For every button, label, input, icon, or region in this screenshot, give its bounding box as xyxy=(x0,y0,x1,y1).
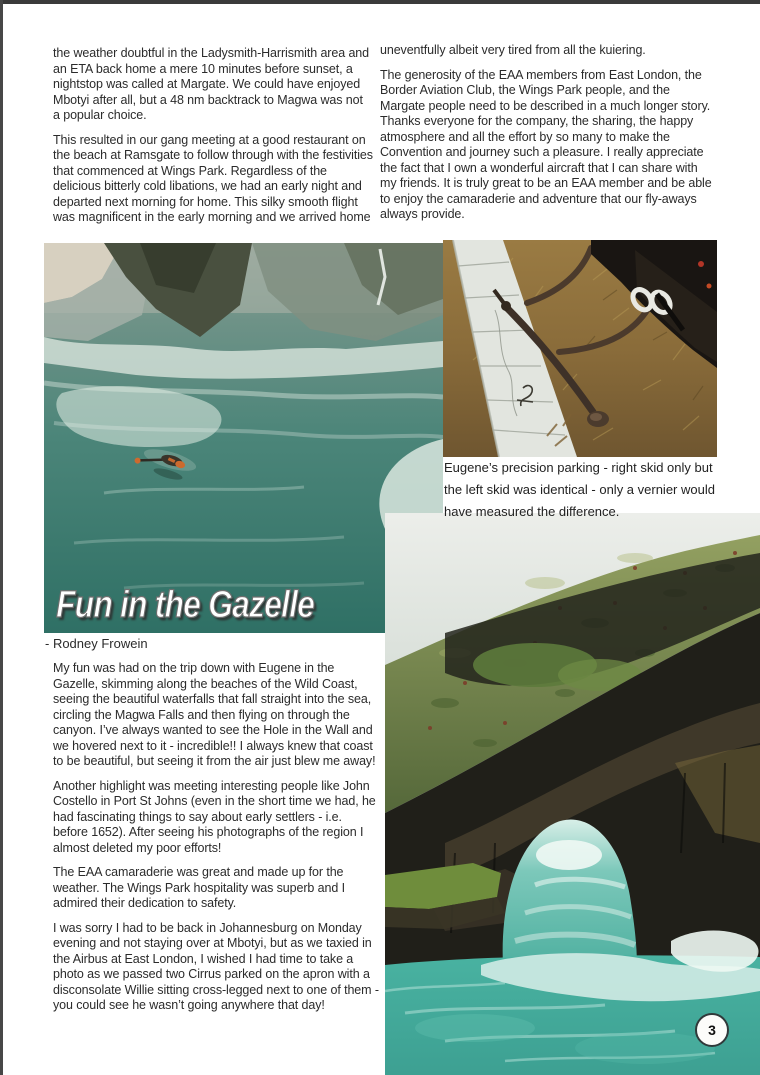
paragraph: Another highlight was meeting interesting people like John Costello in Port St Johns (even in the short time we had, he had fascinating things to say about early settlers - i.e. before 1652). After seeing his photographs of the region I almost deleted my poor efforts! xyxy=(53,778,376,855)
page-number-badge: 3 xyxy=(695,1013,729,1047)
paragraph: This resulted in our gang meeting at a good restaurant on the beach at Ramsgate to follow through with the festivities that commenced at Wings Park. Regardless of the delicious bitterly cold libations, we had an early night and departed next morning for home. This silky smooth flight was magnificent in the early morning and we arrived home xyxy=(53,132,373,224)
article-byline: - Rodney Frowein xyxy=(45,636,148,651)
paragraph: the weather doubtful in the Ladysmith-Harrismith area and an ETA back home a mere 10 minutes before sunset, a nightstop was called at Margate. We could have enjoyed Mbotyi after all, but a 48 nm backtrack to Magwa was not a popular choice. xyxy=(53,46,369,122)
paragraph: My fun was had on the trip down with Eugene in the Gazelle, skimming along the beaches of the Wild Coast, seeing the beautiful waterfalls that fall straight into the sea, circling the Magwa Falls and then flying on through the canyon. I’ve always wanted to see the Hole in the Wall and we hovered next to it - incredible!! I always knew that coast to be beautiful, but seeing it from the air just blew me away! xyxy=(53,661,376,768)
article-title: Fun in the Gazelle xyxy=(56,584,315,626)
hole-in-the-wall-photo xyxy=(385,513,760,1075)
article-body xyxy=(53,661,379,1014)
aerial-helicopter-photo xyxy=(44,243,443,633)
paragraph: The generosity of the EAA members from East London, the Border Aviation Club, the Wings Park people, and the Margate people need to be described in a much longer story. Thanks everyone for the company, the sharing, the happy atmosphere and all the effort by so many to make the Convention and journey such a pleasure. I really appreciate the fact that I own a wonderful aircraft that I can share with my friends. It is truly great to be an EAA member and be able to enjoy the camaraderie and adventure that our fly-aways always provide. xyxy=(380,67,712,221)
intro-left-column xyxy=(53,46,373,226)
paragraph: The EAA camaraderie was great and made up for the weather. The Wings Park hospitality was superb and I admired their dedication to safety. xyxy=(53,865,345,910)
paragraph: I was sorry I had to be back in Johannesburg on Monday evening and not staying over at Mbotyi, but as we taxied in the Airbus at East London, I wished I had time to take a photo as we passed two Cirrus parked on the apron with a disconsolate Willie sitting cross-legged next to one of them - you could see he wasn’t going anywhere that day! xyxy=(53,920,379,1012)
page-top-border xyxy=(0,0,760,4)
page-left-border xyxy=(0,0,3,1075)
intro-right-column xyxy=(380,43,716,223)
parking-photo-caption: Eugene’s precision parking - right skid only but the left skid was identical - only a vernier would have measured the difference. xyxy=(444,460,715,519)
helicopter-skid-parking-photo xyxy=(443,240,717,457)
paragraph: uneventfully albeit very tired from all the kuiering. xyxy=(380,43,646,57)
